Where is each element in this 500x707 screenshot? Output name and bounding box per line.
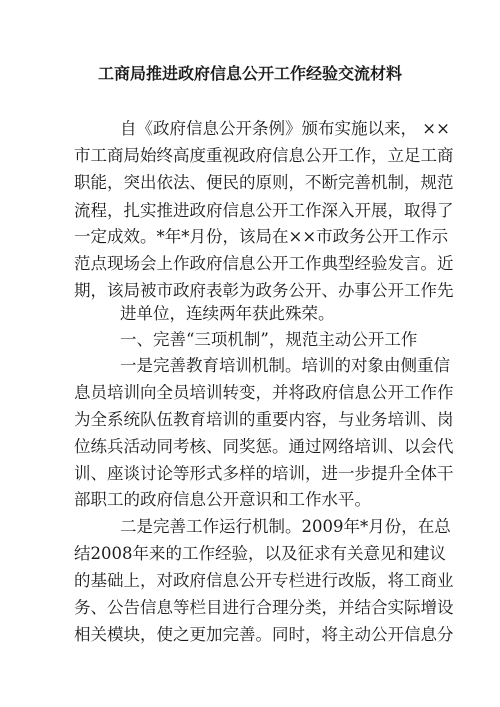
paragraph-line: 二是完善工作运行机制。2009年*月份，在总: [120, 517, 451, 536]
paragraph-line: 的基础上，对政府信息公开专栏进行改版，将工商业: [74, 571, 454, 590]
paragraph-line: 一是完善教育培训机制。培训的对象由侧重信: [120, 356, 450, 375]
section-heading: 一、完善“三项机制”，规范主动公开工作: [120, 330, 418, 349]
paragraph-line: 为全系统队伍教育培训的重要内容，与业务培训、岗: [74, 410, 454, 429]
paragraph-line: 进单位，连续两年获此殊荣。: [120, 304, 335, 323]
paragraph-line: 务、公告信息等栏目进行合理分类，并结合实际增设: [74, 598, 454, 617]
paragraph-line: 自《政府信息公开条例》颁布实施以来， ××: [120, 119, 450, 138]
paragraph-line: 息员培训向全员培训转变，并将政府信息公开工作作: [74, 383, 454, 402]
paragraph-line: 职能，突出依法、便民的原则，不断完善机制，规范: [74, 173, 454, 192]
paragraph-line: 位练兵活动同考核、同奖惩。通过网络培训、以会代: [74, 437, 454, 456]
paragraph-line: 期，该局被市政府表彰为政务公开、办事公开工作先: [74, 281, 454, 300]
paragraph-line: 市工商局始终高度重视政府信息公开工作，立足工商: [74, 146, 454, 165]
paragraph-line: 范点现场会上作政府信息公开工作典型经验发言。近: [74, 254, 454, 273]
paragraph-line: 流程，扎实推进政府信息公开工作深入开展，取得了: [74, 201, 454, 220]
paragraph-line: 部职工的政府信息公开意识和工作水平。: [74, 490, 371, 509]
paragraph-line: 训、座谈讨论等形式多样的培训，进一步提升全体干: [74, 464, 454, 483]
paragraph-line: 结2008年来的工作经验，以及征求有关意见和建议: [74, 544, 446, 563]
paragraph-line: 一定成效。*年*月份，该局在××市政务公开工作示: [74, 227, 449, 246]
paragraph-line: 相关模块，使之更加完善。同时，将主动公开信息分: [74, 625, 454, 644]
document-title: 工商局推进政府信息公开工作经验交流材料: [97, 64, 402, 83]
